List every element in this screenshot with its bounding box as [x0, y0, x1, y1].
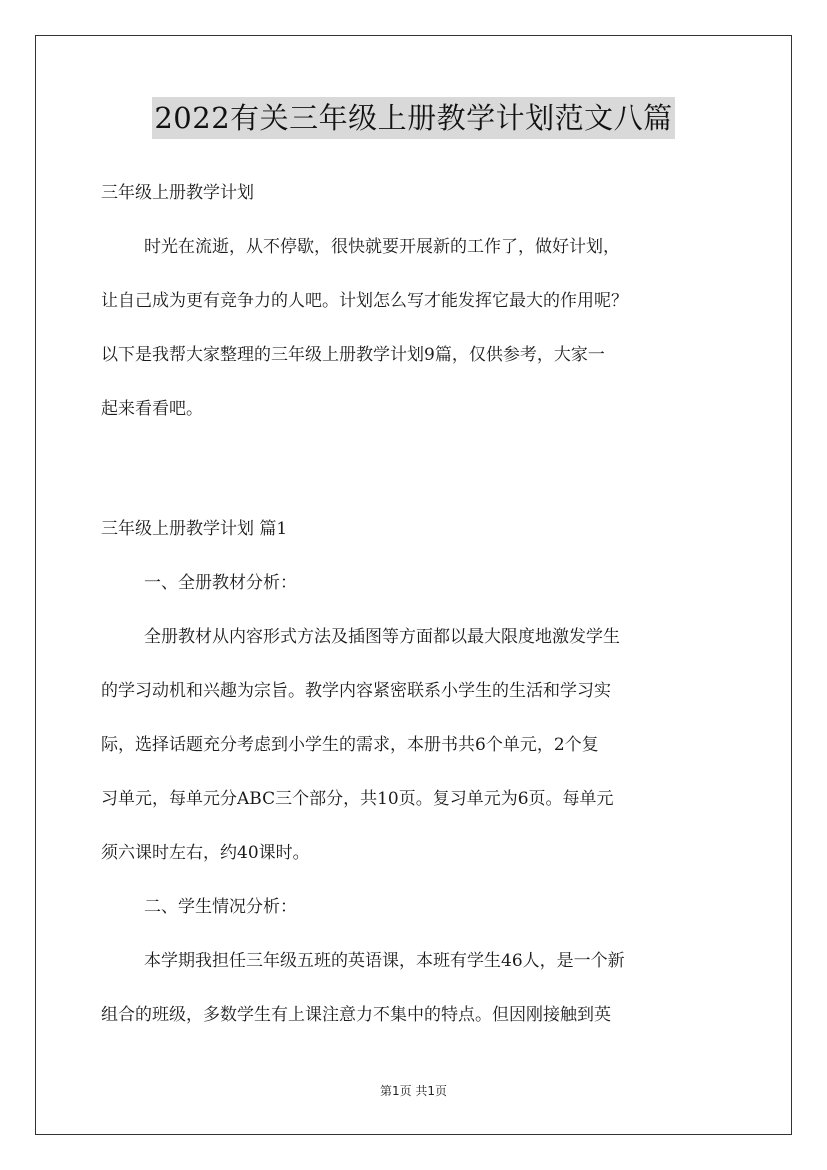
paragraph-line: 须六课时左右，约40课时。	[101, 843, 310, 863]
paragraph-line: 本学期我担任三年级五班的英语课，本班有学生46人，是一个新	[144, 951, 625, 971]
heading-teaching-plan: 三年级上册教学计划	[101, 183, 254, 203]
title-container	[0, 97, 827, 139]
section-heading: 三年级上册教学计划 篇1	[101, 519, 288, 539]
paragraph-line: 习单元，每单元分ABC三个部分，共10页。复习单元为6页。每单元	[101, 789, 614, 809]
document-body	[101, 174, 727, 1034]
paragraph-line: 的学习动机和兴趣为宗旨。教学内容紧密联系小学生的生活和学习实	[101, 681, 611, 701]
textbook-analysis-paragraph	[101, 618, 727, 872]
paragraph-line: 际，选择话题充分考虑到小学生的需求，本册书共6个单元，2个复	[101, 735, 599, 755]
intro-line: 起来看看吧。	[101, 399, 203, 419]
intro-line: 时光在流逝，从不停歇，很快就要开展新的工作了，做好计划，	[144, 237, 620, 257]
paragraph-line: 全册教材从内容形式方法及插图等方面都以最大限度地激发学生	[144, 627, 620, 647]
intro-paragraph	[101, 228, 727, 428]
document-title: 2022有关三年级上册教学计划范文八篇	[152, 97, 674, 139]
intro-line: 让自己成为更有竞争力的人吧。计划怎么写才能发挥它最大的作用呢？	[101, 291, 628, 311]
intro-line: 以下是我帮大家整理的三年级上册教学计划9篇，仅供参考，大家一	[101, 345, 605, 365]
subheading-student-analysis: 二、学生情况分析：	[144, 897, 297, 917]
subheading-textbook-analysis: 一、全册教材分析：	[144, 573, 297, 593]
page-footer: 第1页 共1页	[379, 1084, 448, 1098]
student-analysis-paragraph	[101, 942, 727, 1034]
paragraph-line: 组合的班级，多数学生有上课注意力不集中的特点。但因刚接触到英	[101, 1005, 611, 1025]
